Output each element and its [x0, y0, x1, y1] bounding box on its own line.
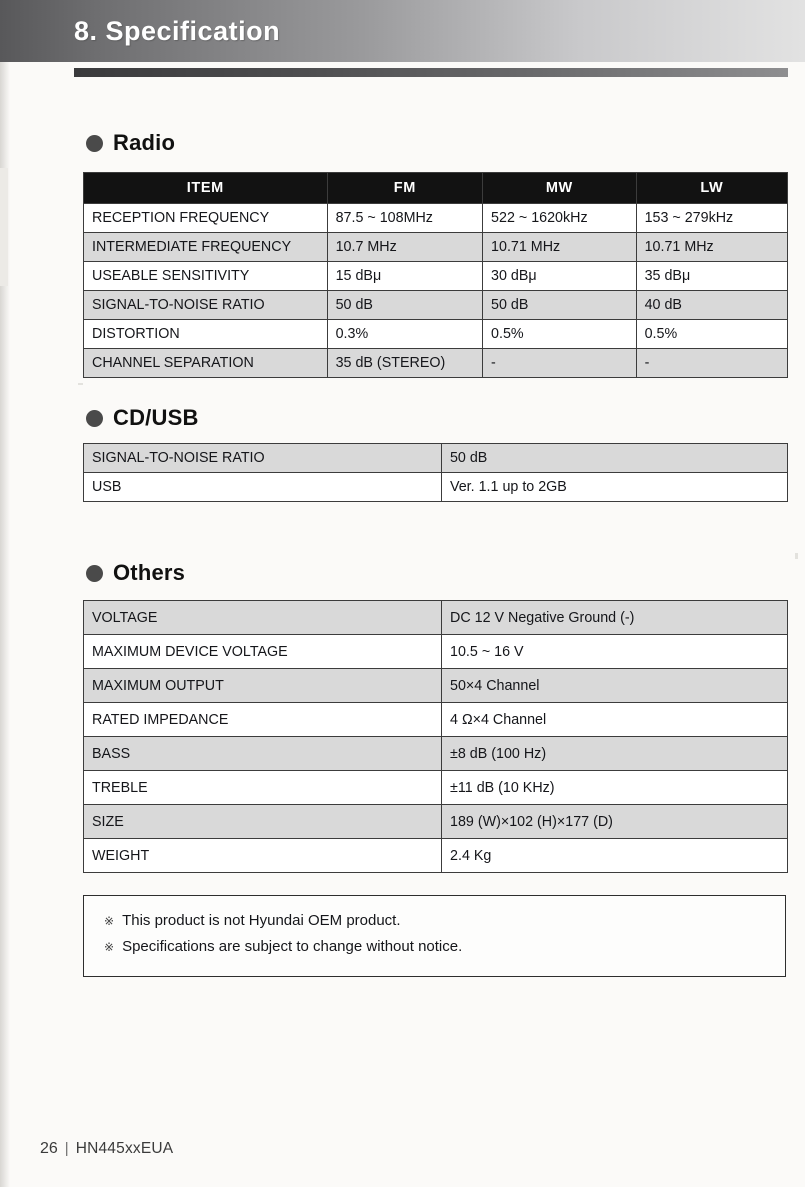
row-label: SIZE	[84, 805, 442, 839]
footer-separator: |	[64, 1140, 69, 1157]
scan-artifact	[78, 383, 83, 385]
table-row	[84, 703, 788, 737]
page-footer	[40, 1140, 173, 1158]
row-label: MAXIMUM OUTPUT	[84, 669, 442, 703]
bullet-icon	[86, 135, 103, 152]
row-value: 10.5 ~ 16 V	[442, 635, 788, 669]
row-value: 50 dB	[441, 444, 787, 473]
cell-lw: 40 dB	[636, 291, 787, 320]
row-value: 4 Ω×4 Channel	[442, 703, 788, 737]
cell-fm: 10.7 MHz	[327, 233, 482, 262]
page-edge-nick	[0, 168, 8, 286]
row-label: USEABLE SENSITIVITY	[84, 262, 328, 291]
row-label: RECEPTION FREQUENCY	[84, 204, 328, 233]
table-row	[84, 444, 788, 473]
row-label: SIGNAL-TO-NOISE RATIO	[84, 291, 328, 320]
column-header-lw: LW	[636, 173, 787, 204]
row-label: DISTORTION	[84, 320, 328, 349]
section-heading-radio	[86, 130, 175, 156]
table-row	[84, 233, 788, 262]
row-value: Ver. 1.1 up to 2GB	[441, 473, 787, 502]
note-line	[104, 912, 785, 929]
table-row	[84, 291, 788, 320]
table-row	[84, 349, 788, 378]
column-header-fm: FM	[327, 173, 482, 204]
column-header-item: ITEM	[84, 173, 328, 204]
row-label: VOLTAGE	[84, 601, 442, 635]
table-row	[84, 805, 788, 839]
page-number: 26	[40, 1140, 58, 1157]
cell-fm: 50 dB	[327, 291, 482, 320]
section-heading-others	[86, 560, 185, 586]
asterisk-icon: ※	[104, 914, 115, 928]
table-row	[84, 601, 788, 635]
table-row	[84, 320, 788, 349]
column-header-mw: MW	[483, 173, 637, 204]
cell-mw: 50 dB	[483, 291, 637, 320]
bullet-icon	[86, 410, 103, 427]
disclaimer-note-box	[83, 895, 786, 977]
page-header-band	[0, 0, 805, 62]
cell-mw: 30 dBμ	[483, 262, 637, 291]
cell-mw: 0.5%	[483, 320, 637, 349]
table-row	[84, 771, 788, 805]
cell-lw: 10.71 MHz	[636, 233, 787, 262]
row-value: ±8 dB (100 Hz)	[442, 737, 788, 771]
row-label: WEIGHT	[84, 839, 442, 873]
row-label: TREBLE	[84, 771, 442, 805]
radio-specification-table	[83, 172, 788, 378]
section-title-radio: Radio	[113, 130, 176, 155]
cell-mw: 10.71 MHz	[483, 233, 637, 262]
row-label: CHANNEL SEPARATION	[84, 349, 328, 378]
row-label: SIGNAL-TO-NOISE RATIO	[84, 444, 442, 473]
row-label: USB	[84, 473, 442, 502]
cell-lw: 35 dBμ	[636, 262, 787, 291]
others-specification-table	[83, 600, 788, 873]
asterisk-icon: ※	[104, 940, 115, 954]
row-label: RATED IMPEDANCE	[84, 703, 442, 737]
cell-fm: 87.5 ~ 108MHz	[327, 204, 482, 233]
row-value: ±11 dB (10 KHz)	[442, 771, 788, 805]
note-text: This product is not Hyundai OEM product.	[122, 912, 401, 929]
row-value: 2.4 Kg	[442, 839, 788, 873]
cdusb-specification-table	[83, 443, 788, 502]
cell-fm: 0.3%	[327, 320, 482, 349]
header-divider-bar	[74, 68, 788, 77]
model-code: HN445xxEUA	[75, 1140, 174, 1157]
table-row	[84, 204, 788, 233]
section-heading-cdusb	[86, 405, 199, 431]
row-value: 189 (W)×102 (H)×177 (D)	[442, 805, 788, 839]
row-label: BASS	[84, 737, 442, 771]
section-title-cdusb: CD/USB	[113, 405, 199, 430]
table-header-row	[84, 173, 788, 204]
row-label: MAXIMUM DEVICE VOLTAGE	[84, 635, 442, 669]
cell-mw: 522 ~ 1620kHz	[483, 204, 637, 233]
table-row	[84, 262, 788, 291]
cell-mw: -	[483, 349, 637, 378]
table-row	[84, 839, 788, 873]
cell-lw: 0.5%	[636, 320, 787, 349]
cell-lw: -	[636, 349, 787, 378]
scan-artifact	[795, 553, 798, 559]
table-row	[84, 473, 788, 502]
table-row	[84, 737, 788, 771]
bullet-icon	[86, 565, 103, 582]
table-row	[84, 669, 788, 703]
table-row	[84, 635, 788, 669]
row-value: 50×4 Channel	[442, 669, 788, 703]
page-title: 8. Specification	[74, 16, 281, 46]
row-value: DC 12 V Negative Ground (-)	[442, 601, 788, 635]
row-label: INTERMEDIATE FREQUENCY	[84, 233, 328, 262]
note-line	[104, 938, 785, 955]
section-title-others: Others	[113, 560, 186, 585]
cell-fm: 35 dB (STEREO)	[327, 349, 482, 378]
cell-fm: 15 dBμ	[327, 262, 482, 291]
cell-lw: 153 ~ 279kHz	[636, 204, 787, 233]
note-text: Specifications are subject to change without notice.	[122, 938, 463, 955]
